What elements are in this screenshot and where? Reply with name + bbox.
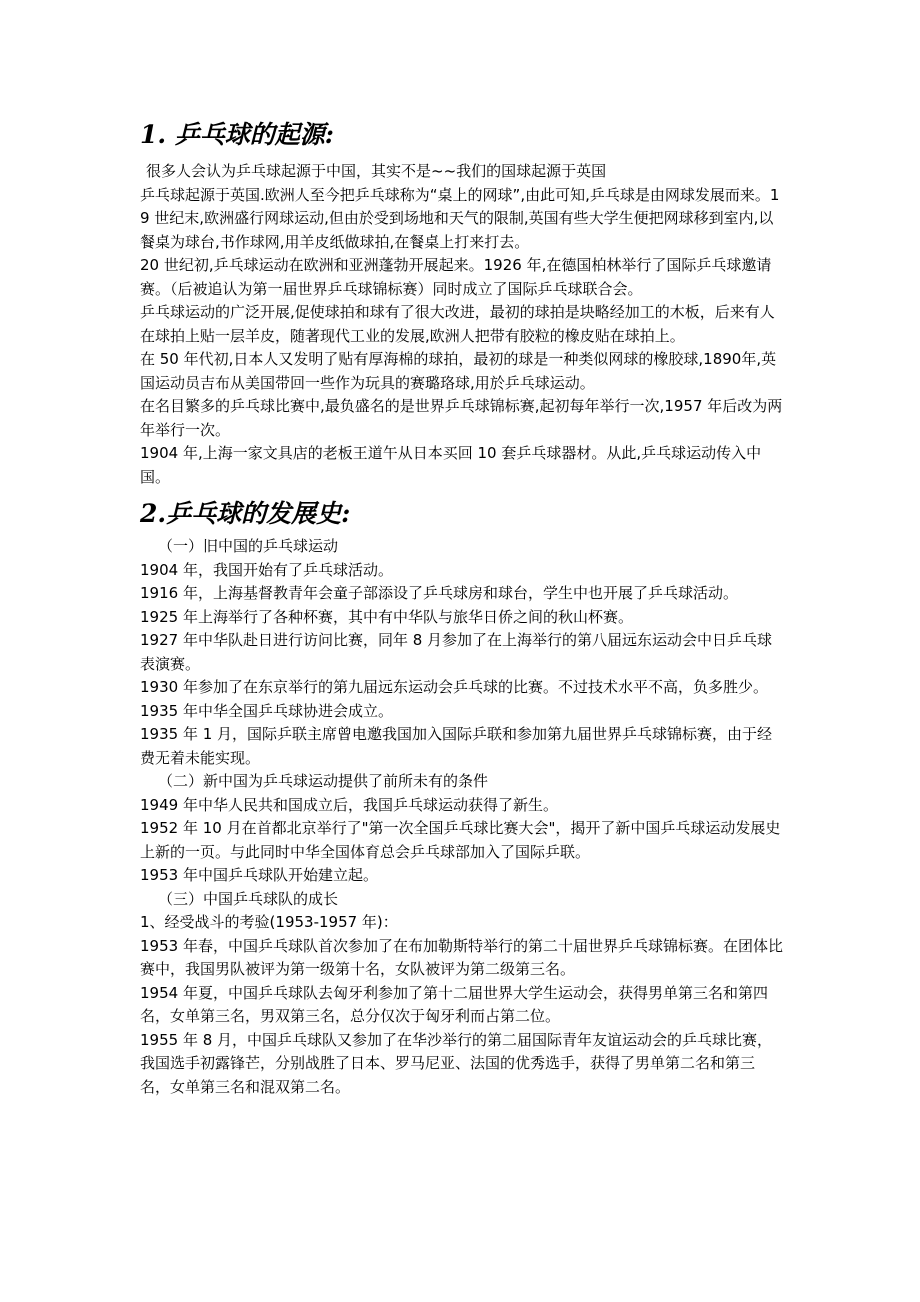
paragraph: 乒乓球起源于英国.欧洲人至今把乒乓球称为“桌上的网球”,由此可知,乒乓球是由网球发展而来。19 世纪末,欧洲盛行网球运动,但由於受到场地和天气的限制,英国有些大学生便把网球移到室内,以餐桌为球台,书作球网,用羊皮纸做球拍,在餐桌上打来打去。: [140, 185, 780, 251]
paragraph: 在 50 年代初,日本人又发明了贴有厚海棉的球拍，最初的球是一种类似网球的橡胶球,1890年,英国运动员吉布从美国带回一些作为玩具的赛璐珞球,用於乒乓球运动。: [140, 350, 777, 392]
stage-title: 1、经受战斗的考验(1953-1957 年)：: [140, 913, 398, 931]
list-item: 1927 年中华队赴日进行访问比赛，同年 8 月参加了在上海举行的第八届远东运动会中日乒乓球表演赛。: [140, 631, 773, 673]
subsection-title: （一）旧中国的乒乓球运动: [158, 537, 339, 555]
list-item: 1954 年夏，中国乒乓球队去匈牙利参加了第十二届世界大学生运动会，获得男单第三名和第四名，女单第三名，男双第三名，总分仅次于匈牙利而占第二位。: [140, 983, 768, 1025]
list-item: 1953 年春，中国乒乓球队首次参加了在布加勒斯特举行的第二十届世界乒乓球锦标赛。在团体比赛中，我国男队被评为第一级第十名，女队被评为第二级第三名。: [140, 936, 783, 978]
section-heading-origin: 1. 乒乓球的起源:: [140, 120, 335, 149]
paragraph: 很多人会认为乒乓球起源于中国，其实不是~~我们的国球起源于英国: [146, 162, 607, 180]
list-item: 1953 年中国乒乓球队开始建立起。: [140, 866, 378, 884]
paragraph: 在名目繁多的乒乓球比赛中,最负盛名的是世界乒乓球锦标赛,起初每年举行一次,1957 年后改为两年举行一次。: [140, 397, 783, 439]
list-item: 1955 年 8 月，中国乒乓球队又参加了在华沙举行的第二届国际青年友谊运动会的乒乓球比赛，我国选手初露锋芒，分别战胜了日本、罗马尼亚、法国的优秀选手，获得了男单第二名和第三名，女单第三名和混双第二名。: [140, 1030, 773, 1096]
paragraph: 1904 年,上海一家文具店的老板王道午从日本买回 10 套乒乓球器材。从此,乒乓球运动传入中国。: [140, 444, 762, 486]
section-heading-history: 2.乒乓球的发展史:: [140, 499, 351, 528]
paragraph: 20 世纪初,乒乓球运动在欧洲和亚洲蓬勃开展起来。1926 年,在德国柏林举行了国际乒乓球邀请赛。（后被追认为第一届世界乒乓球锦标赛）同时成立了国际乒乓球联合会。: [140, 256, 772, 298]
list-item: 1916 年，上海基督教青年会童子部添设了乒乓球房和球台，学生中也开展了乒乓球活动。: [140, 584, 738, 602]
subsection-title: （三）中国乒乓球队的成长: [158, 889, 339, 908]
list-item: 1930 年参加了在东京举行的第九届远东运动会乒乓球的比赛。不过技术水平不高，负多胜少。: [140, 678, 768, 696]
list-item: 1904 年，我国开始有了乒乓球活动。: [140, 560, 393, 579]
list-item: 1925 年上海举行了各种杯赛，其中有中华队与旅华日侨之间的秋山杯赛。: [140, 607, 633, 626]
list-item: 1952 年 10 月在首都北京举行了"第一次全国乒乓球比赛大会"，揭开了新中国乒乓球运动发展史上新的一页。与此同时中华全国体育总会乒乓球部加入了国际乒联。: [140, 819, 781, 861]
list-item: 1949 年中华人民共和国成立后，我国乒乓球运动获得了新生。: [140, 795, 558, 814]
list-item: 1935 年中华全国乒乓球协进会成立。: [140, 701, 393, 720]
subsection-title: （二）新中国为乒乓球运动提供了前所未有的条件: [158, 772, 489, 790]
paragraph: 乒乓球运动的广泛开展,促使球拍和球有了很大改进，最初的球拍是块略经加工的木板，后来有人在球拍上贴一层羊皮，随著现代工业的发展,欧洲人把带有胶粒的橡皮贴在球拍上。: [140, 303, 775, 345]
list-item: 1935 年 1 月，国际乒联主席曾电邀我国加入国际乒联和参加第九届世界乒乓球锦标赛，由于经费无着未能实现。: [140, 725, 773, 767]
